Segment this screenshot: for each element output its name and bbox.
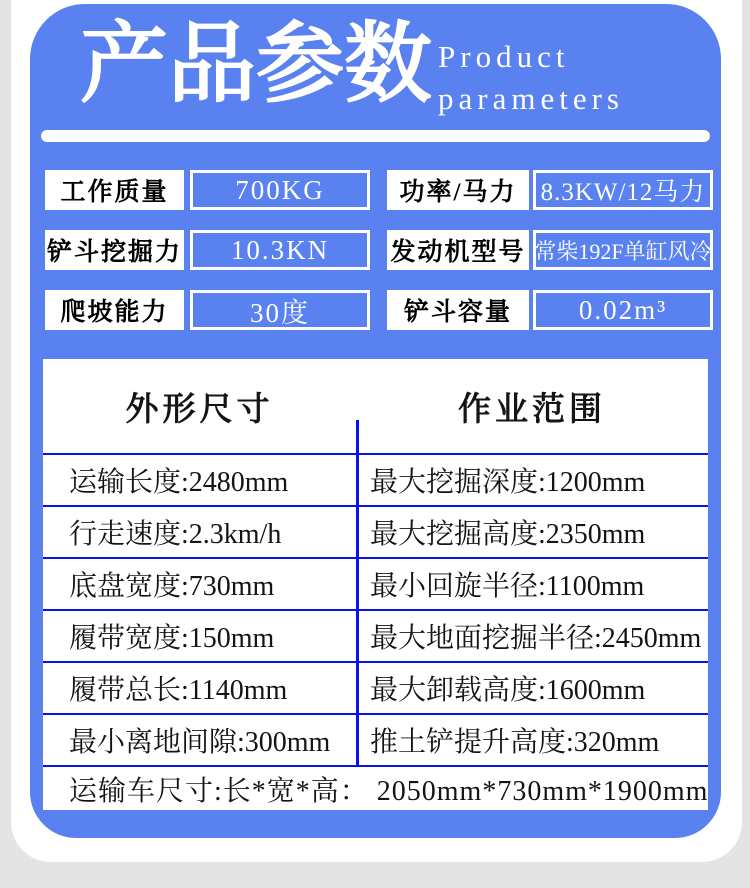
cell-min-swing-radius: 最小回旋半径:1100mm — [370, 571, 645, 602]
table-footer-row — [43, 765, 708, 810]
cell-dozer-blade-lift-height: 推土铲提升高度:320mm — [370, 727, 660, 758]
table-header-row — [43, 359, 708, 453]
cell-track-total-length: 履带总长:1140mm — [69, 675, 288, 706]
cell-max-unloading-height: 最大卸载高度:1600mm — [370, 675, 646, 706]
table-row — [43, 505, 708, 557]
spec-label-bucket-capacity: 铲斗容量 — [387, 290, 529, 330]
parameters-card — [30, 4, 721, 838]
spec-value-climbing: 30度 — [190, 290, 370, 330]
cell-transport-length: 运输长度:2480mm — [69, 467, 289, 498]
cell-min-ground-clearance: 最小离地间隙:300mm — [69, 727, 331, 758]
cell-track-width: 履带宽度:150mm — [69, 623, 275, 654]
page-title: 产品参数 — [80, 17, 433, 114]
spec-value-engine-model: 常柴192F单缸风冷 — [533, 230, 713, 270]
dimensions-table — [43, 359, 708, 810]
cell-max-digging-height: 最大挖掘高度:2350mm — [370, 519, 646, 550]
title-underline — [41, 130, 710, 142]
page-title-english — [438, 36, 624, 120]
spec-label-engine-model: 发动机型号 — [387, 230, 529, 270]
column-divider — [356, 420, 359, 765]
spec-value-bucket-force: 10.3KN — [190, 230, 370, 270]
spec-row — [30, 170, 721, 210]
spec-row — [30, 290, 721, 330]
table-row — [43, 453, 708, 505]
column-header-dimensions: 外形尺寸 — [125, 391, 274, 428]
spec-value-working-mass: 700KG — [190, 170, 370, 210]
spec-label-power: 功率/马力 — [387, 170, 529, 210]
spec-label-bucket-force: 铲斗挖掘力 — [45, 230, 184, 270]
cell-chassis-width: 底盘宽度:730mm — [69, 571, 275, 602]
cell-max-ground-digging-radius: 最大地面挖掘半径:2450mm — [370, 623, 702, 654]
cell-max-digging-depth: 最大挖掘深度:1200mm — [370, 467, 646, 498]
table-row — [43, 609, 708, 661]
cell-travel-speed: 行走速度:2.3km/h — [69, 519, 282, 550]
page-title-english-line2: parameters — [438, 81, 624, 116]
table-row — [43, 713, 708, 765]
cell-transport-vehicle-size: 运输车尺寸:长*宽*高： 2050mm*730mm*1900mm — [69, 775, 708, 807]
spec-row — [30, 230, 721, 270]
spec-label-climbing: 爬坡能力 — [45, 290, 184, 330]
page-title-english-line1: Product — [438, 39, 570, 74]
spec-label-working-mass: 工作质量 — [45, 170, 184, 210]
table-row — [43, 661, 708, 713]
spec-value-bucket-capacity: 0.02m³ — [533, 290, 713, 330]
column-header-working-range: 作业范围 — [458, 391, 606, 428]
spec-value-power: 8.3KW/12马力 — [533, 170, 713, 210]
table-row — [43, 557, 708, 609]
